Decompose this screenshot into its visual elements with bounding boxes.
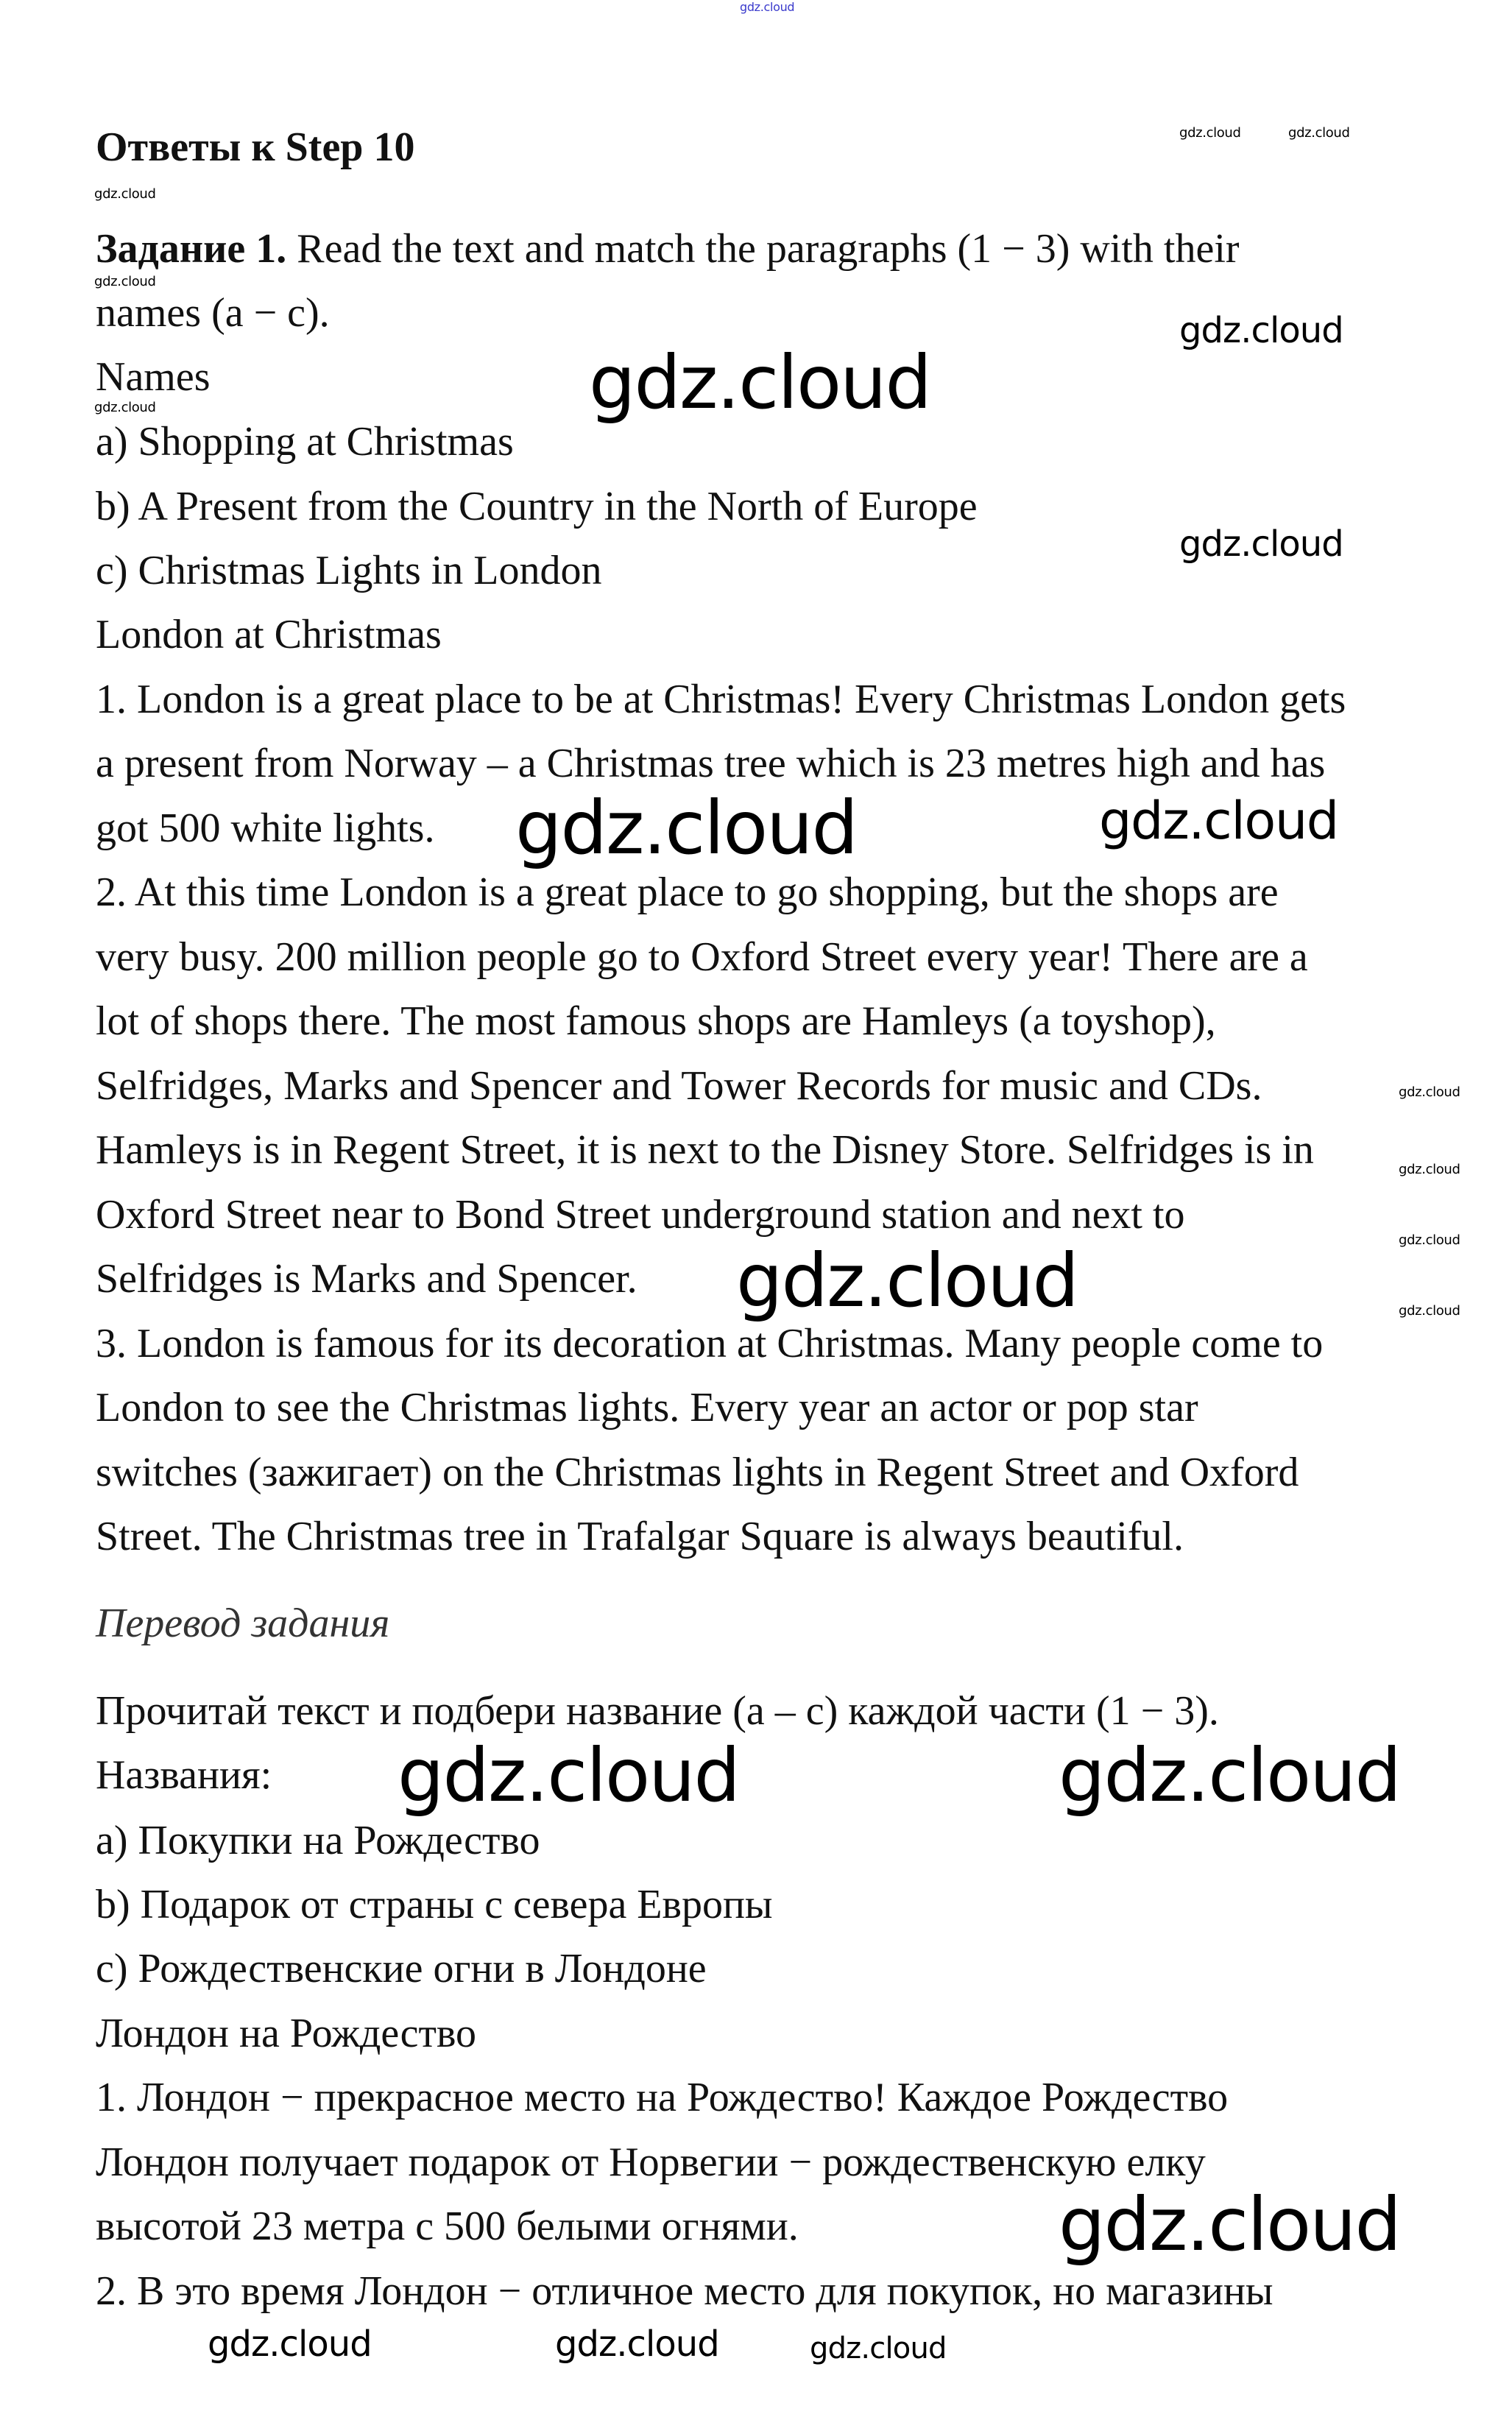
text-line-content: Read the text and match the paragraphs (1 − 3) with their [286,226,1240,272]
text-line [96,1754,272,1796]
watermark: gdz.cloud [398,1732,740,1818]
text-line [96,1948,707,1989]
watermark-link[interactable]: gdz.cloud [740,0,795,14]
text-line-content: Перевод задания [96,1601,390,1646]
watermark: gdz.cloud [1399,1084,1460,1100]
watermark: gdz.cloud [94,274,156,289]
task-label: Задание 1. [96,226,287,272]
text-line [96,2139,1206,2185]
text-line [96,419,514,465]
text-line [96,1256,637,1302]
text-line-content: c) Christmas Lights in London [96,548,602,593]
watermark: gdz.cloud [736,1238,1078,1324]
text-line-content: высотой 23 метра с 500 белыми огнями. [96,2203,799,2249]
text-line-content: Прочитай текст и подбери название (a – c) каждой части (1 − 3). [96,1688,1219,1734]
text-line [96,1884,773,1925]
text-line [96,2270,1273,2312]
text-line [96,1065,1262,1107]
text-line [96,1323,1323,1364]
text-line-content: a present from Norway – a Christmas tree which is 23 metres high and has [96,741,1326,786]
text-line [96,1192,1185,1238]
text-line-content: 3. London is famous for its decoration at Christmas. Many people come to [96,1321,1324,1366]
page-title: Ответы к Step 10 [96,124,415,170]
text-line [96,743,1325,784]
text-line [96,356,211,398]
text-line [96,1820,540,1861]
watermark: gdz.cloud [810,2332,947,2365]
text-line-content: Oxford Street near to Bond Street underground station and next to [96,1192,1185,1238]
text-line-content: London at Christmas [96,612,442,657]
watermark: gdz.cloud [1399,1232,1460,1248]
text-line [96,2077,1228,2118]
watermark: gdz.cloud [208,2324,372,2365]
text-line-content: Лондон на Рождество [96,2011,477,2056]
text-line-content: c) Рождественские огни в Лондоне [96,1946,707,1991]
text-line-content: 1. Лондон − прекрасное место на Рождество! Каждое Рождество [96,2075,1229,2120]
text-line [96,2203,799,2249]
text-line [96,998,1216,1044]
watermark: gdz.cloud [1288,125,1350,141]
text-line-content: Названия: [96,1752,272,1798]
section-heading [96,1603,389,1644]
watermark: gdz.cloud [589,339,931,426]
text-line-content: 2. В это время Лондон − отличное место для покупок, но магазины [96,2268,1273,2314]
text-line [96,805,435,851]
text-line-content: London to see the Christmas lights. Every year an actor or pop star [96,1385,1198,1430]
text-line [96,2013,476,2054]
watermark: gdz.cloud [515,785,858,871]
text-line-content: names (a − c). [96,290,330,336]
text-line [96,1129,1314,1171]
text-line [96,292,330,334]
text-line-content: Selfridges is Marks and Spencer. [96,1256,637,1302]
text-line [96,869,1279,915]
text-line-content: 1. London is a great place to be at Christmas! Every Christmas London gets [96,677,1346,722]
watermark: gdz.cloud [555,2324,719,2365]
text-line-content: very busy. 200 million people go to Oxford Street every year! There are a [96,934,1308,980]
text-line-content: lot of shops there. The most famous shops are Hamleys (a toyshop), [96,998,1216,1044]
text-line [96,1516,1184,1557]
text-line-content: Selfridges, Marks and Spencer and Tower Records for music and CDs. [96,1063,1262,1109]
text-line-content: got 500 white lights. [96,805,435,851]
text-line [96,679,1346,720]
text-line-content: switches (зажигает) on the Christmas lights in Regent Street and Oxford [96,1450,1299,1495]
watermark: gdz.cloud [1179,125,1241,141]
watermark: gdz.cloud [1059,2181,1401,2268]
text-line-content: b) A Present from the Country in the North of Europe [96,484,978,529]
text-line-content: 2. At this time London is a great place to go shopping, but the shops are [96,869,1279,915]
text-line [96,1452,1299,1493]
text-line-content: a) Shopping at Christmas [96,419,514,465]
text-line [96,486,978,527]
watermark: gdz.cloud [94,400,156,415]
watermark: gdz.cloud [1059,1732,1401,1818]
text-line [96,226,1240,272]
text-line-content: Names [96,354,211,400]
text-line [96,936,1308,978]
watermark: gdz.cloud [94,186,156,202]
text-line [96,614,442,655]
watermark: gdz.cloud [1399,1162,1460,1177]
text-line-content: Street. The Christmas tree in Trafalgar Square is always beautiful. [96,1514,1184,1559]
text-line-content: a) Покупки на Рождество [96,1818,540,1863]
text-line-content: Лондон получает подарок от Норвегии − рождественскую елку [96,2139,1206,2185]
watermark: gdz.cloud [1399,1303,1460,1319]
watermark: gdz.cloud [1179,310,1343,351]
watermark: gdz.cloud [1099,791,1338,851]
text-line [96,1387,1198,1428]
text-line-content: Hamleys is in Regent Street, it is next to the Disney Store. Selfridges is in [96,1127,1314,1173]
text-line-content: b) Подарок от страны с севера Европы [96,1882,773,1927]
text-line [96,1690,1219,1732]
watermark: gdz.cloud [1179,523,1343,565]
text-line [96,550,602,591]
